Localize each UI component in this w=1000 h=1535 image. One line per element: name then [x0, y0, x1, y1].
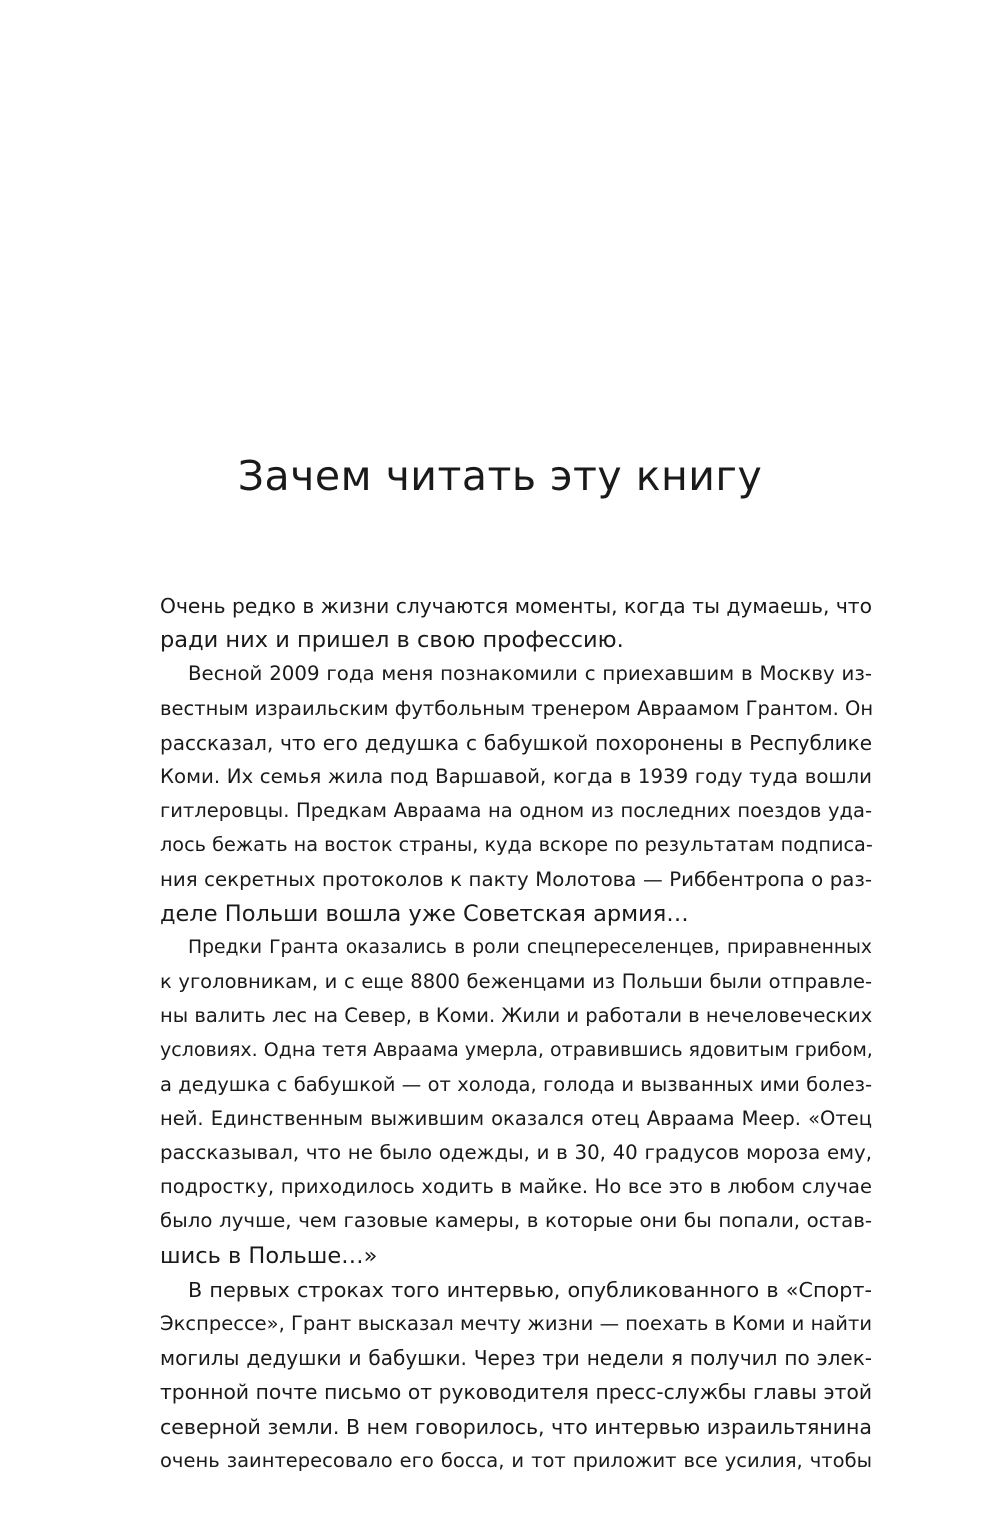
text-line: деле Польши вошла уже Советская армия… [160, 900, 689, 927]
text-line: северной земли. В нем говорилось, что интервью израильтянина [160, 1414, 872, 1439]
text-line: ради них и пришел в свою профессию. [160, 627, 624, 654]
text-line: очень заинтересовало его босса, и тот приложит все усилия, чтобы [160, 1448, 872, 1472]
text-line: Очень редко в жизни случаются моменты, когда ты думаешь, что [160, 594, 872, 618]
text-line: Предки Гранта оказались в роли спецпереселенцев, приравненных [188, 936, 872, 958]
text-line: Коми. Их семья жила под Варшавой, когда в 1939 году туда вошли [160, 764, 872, 788]
text-line: гитлеровцы. Предкам Авраама на одном из последних поездов уда- [160, 799, 872, 823]
text-line: ния секретных протоколов к пакту Молотова — Риббентропа о раз- [160, 867, 872, 891]
text-line: тронной почте письмо от руководителя пресс-службы главы этой [160, 1380, 872, 1405]
text-line: к уголовникам, и с еще 8800 беженцами из Польши были отправле- [160, 970, 872, 994]
body-text [160, 589, 872, 1478]
text-line: Экспрессе», Грант высказал мечту жизни — поехать в Коми и найти [160, 1311, 872, 1335]
text-line: В первых строках того интервью, опубликованного в «Спорт- [188, 1277, 872, 1302]
text-line: было лучше, чем газовые камеры, в которые они бы попали, остав- [160, 1209, 872, 1233]
text-line: шись в Польше…» [160, 1242, 378, 1269]
text-line: ны валить лес на Север, в Коми. Жили и работали в нечеловеческих [160, 1004, 873, 1028]
text-line: рассказал, что его дедушка с бабушкой похоронены в Республике [160, 730, 872, 755]
text-line: условиях. Одна тетя Авраама умерла, отравившись ядовитым грибом, [160, 1039, 873, 1062]
text-line: ней. Единственным выжившим оказался отец Авраама Меер. «Отец [160, 1106, 872, 1130]
text-line: Весной 2009 года меня познакомили с приехавшим в Москву из- [188, 662, 872, 686]
text-line: рассказывал, что не было одежды, и в 30, 40 градусов мороза ему, [160, 1141, 872, 1164]
text-line: подростку, приходилось ходить в майке. Но все это в любом случае [160, 1175, 872, 1199]
chapter-title: Зачем читать эту книгу [237, 452, 763, 500]
text-line: лось бежать на восток страны, куда вскоре по результатам подписа- [160, 833, 873, 857]
text-line: а дедушка с бабушкой — от холода, голода и вызванных ими болез- [160, 1072, 872, 1096]
text-line: вестным израильским футбольным тренером Авраамом Грантом. Он [160, 696, 874, 720]
text-line: могилы дедушки и бабушки. Через три недели я получил по элек- [160, 1346, 872, 1371]
